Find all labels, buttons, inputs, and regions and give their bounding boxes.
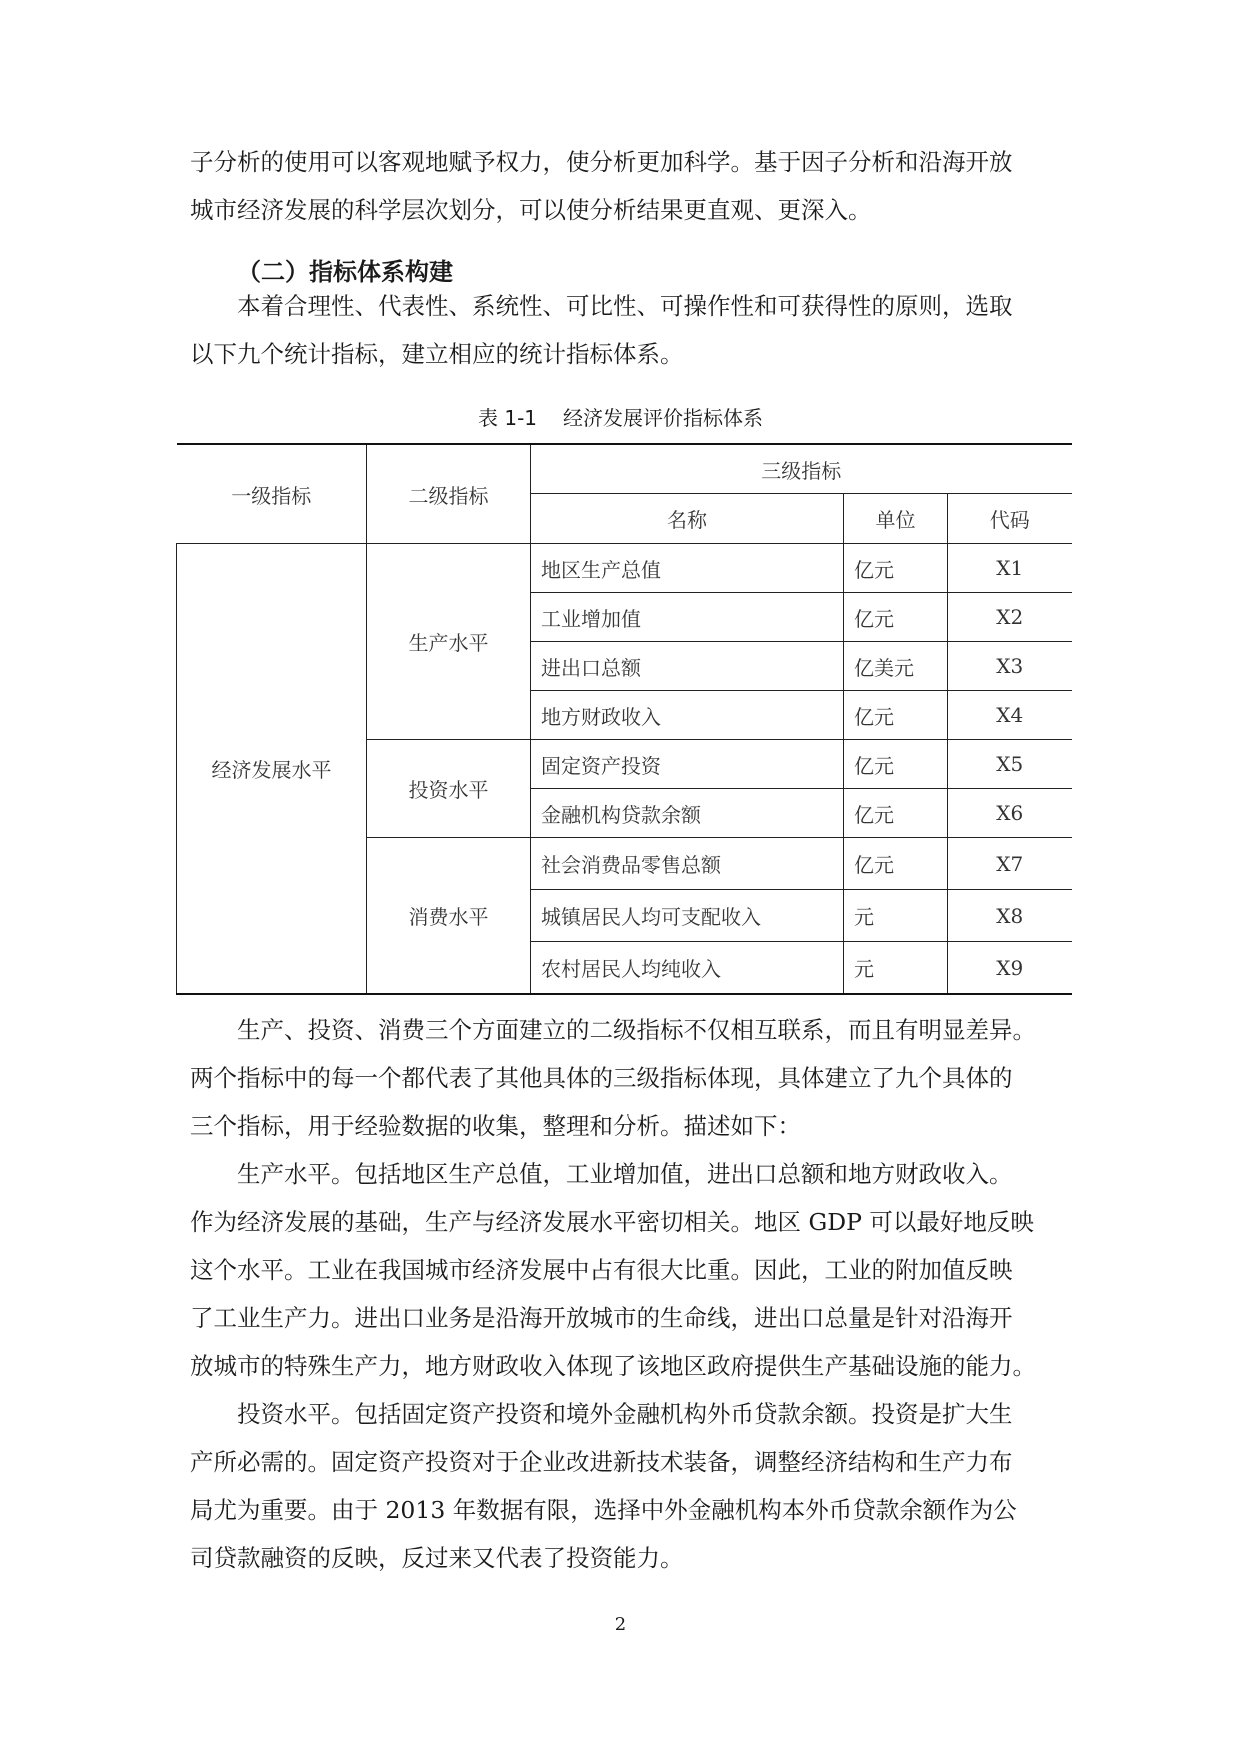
indicator-name: 地方财政收入: [531, 691, 844, 740]
text-line: 投资水平。包括固定资产投资和境外金融机构外币贷款余额。投资是扩大生: [237, 1400, 1013, 1428]
indicator-unit: 亿元: [844, 838, 948, 890]
indicator-unit: 亿美元: [844, 642, 948, 691]
header-unit: 单位: [844, 494, 948, 544]
indicator-name: 社会消费品零售总额: [531, 838, 844, 890]
body-paragraph-relations: [190, 1006, 1070, 1150]
indicator-unit: 亿元: [844, 544, 948, 593]
intro-paragraph: [190, 138, 1070, 234]
indicator-unit: 亿元: [844, 593, 948, 642]
level2-cell: 生产水平: [367, 544, 531, 740]
header-level3: 三级指标: [531, 444, 1072, 494]
text-line: 生产、投资、消费三个方面建立的二级指标不仅相互联系，而且有明显差异。: [237, 1016, 1036, 1044]
table-number: 表 1-1: [477, 406, 538, 430]
text-line: 了工业生产力。进出口业务是沿海开放城市的生命线，进出口总量是针对沿海开: [190, 1304, 1013, 1332]
indicator-code: X9: [948, 942, 1072, 995]
indicator-unit: 元: [844, 942, 948, 995]
body-paragraph-investment: [190, 1390, 1070, 1582]
text-line: 作为经济发展的基础，生产与经济发展水平密切相关。地区 GDP 可以最好地反映: [190, 1208, 1034, 1236]
indicator-name: 城镇居民人均可支配收入: [531, 890, 844, 942]
indicator-name: 农村居民人均纯收入: [531, 942, 844, 995]
indicator-code: X1: [948, 544, 1072, 593]
indicator-name: 金融机构贷款余额: [531, 789, 844, 838]
indicator-code: X8: [948, 890, 1072, 942]
indicator-code: X2: [948, 593, 1072, 642]
body-paragraph-production: [190, 1150, 1070, 1390]
text-line: 这个水平。工业在我国城市经济发展中占有很大比重。因此，工业的附加值反映: [190, 1256, 1013, 1284]
text-line: 本着合理性、代表性、系统性、可比性、可操作性和可获得性的原则，选取: [237, 292, 1013, 320]
level2-cell: 消费水平: [367, 838, 531, 995]
indicator-name: 固定资产投资: [531, 740, 844, 789]
indicator-name: 工业增加值: [531, 593, 844, 642]
text-line: 城市经济发展的科学层次划分，可以使分析结果更直观、更深入。: [190, 196, 872, 224]
indicator-code: X5: [948, 740, 1072, 789]
header-code: 代码: [948, 494, 1072, 544]
indicator-name: 进出口总额: [531, 642, 844, 691]
indicator-unit: 亿元: [844, 789, 948, 838]
text-line: 局尤为重要。由于 2013 年数据有限，选择中外金融机构本外币贷款余额作为公: [190, 1496, 1017, 1524]
indicator-unit: 元: [844, 890, 948, 942]
indicator-unit: 亿元: [844, 740, 948, 789]
text-line: 两个指标中的每一个都代表了其他具体的三级指标体现，具体建立了九个具体的: [190, 1064, 1013, 1092]
table-caption: [0, 398, 1241, 438]
indicator-code: X3: [948, 642, 1072, 691]
page-number: 2: [614, 1614, 627, 1635]
text-line: 以下九个统计指标，建立相应的统计指标体系。: [190, 340, 684, 368]
indicator-code: X7: [948, 838, 1072, 890]
text-line: 产所必需的。固定资产投资对于企业改进新技术装备，调整经济结构和生产力布: [190, 1448, 1013, 1476]
text-line: 放城市的特殊生产力，地方财政收入体现了该地区政府提供生产基础设施的能力。: [190, 1352, 1036, 1380]
indicator-code: X6: [948, 789, 1072, 838]
indicator-code: X4: [948, 691, 1072, 740]
text-line: 子分析的使用可以客观地赋予权力，使分析更加科学。基于因子分析和沿海开放: [190, 148, 1013, 176]
text-line: 司贷款融资的反映，反过来又代表了投资能力。: [190, 1544, 684, 1572]
table-title: 经济发展评价指标体系: [563, 406, 764, 430]
indicator-unit: 亿元: [844, 691, 948, 740]
level1-cell: 经济发展水平: [177, 544, 367, 995]
indicator-table: [176, 443, 1072, 995]
level2-cell: 投资水平: [367, 740, 531, 838]
header-name: 名称: [531, 494, 844, 544]
indicator-name: 地区生产总值: [531, 544, 844, 593]
header-level1: 一级指标: [177, 444, 367, 544]
section-heading: （二）指标体系构建: [237, 258, 453, 286]
table-row: [177, 544, 1072, 593]
text-line: 生产水平。包括地区生产总值，工业增加值，进出口总额和地方财政收入。: [237, 1160, 1013, 1188]
text-line: 三个指标，用于经验数据的收集，整理和分析。描述如下：: [190, 1112, 801, 1140]
section-paragraph: [190, 282, 1070, 378]
header-level2: 二级指标: [367, 444, 531, 544]
table-header-row: [177, 444, 1072, 494]
